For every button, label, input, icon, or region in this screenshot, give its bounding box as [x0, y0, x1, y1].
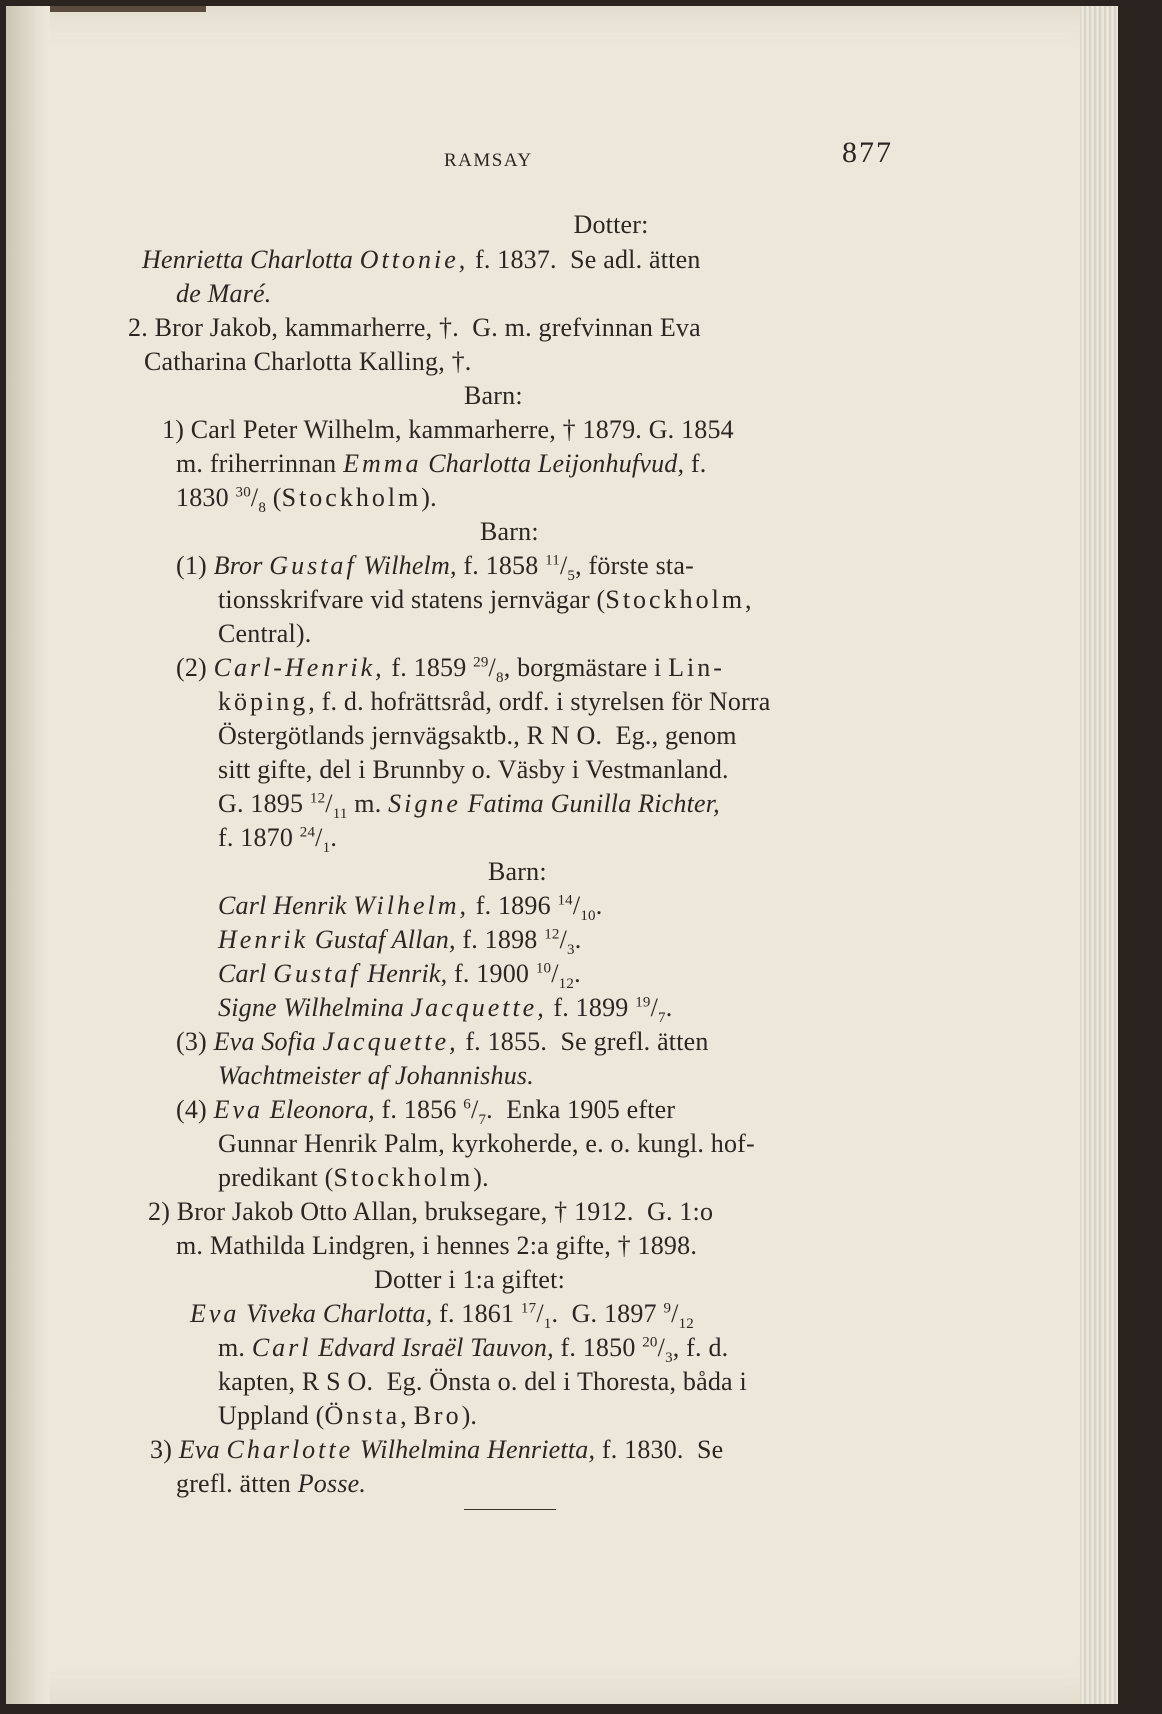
text-line: (4) Eva Eleonora, f. 1856 $^6/_7$. Enka 1905 efter	[176, 1095, 676, 1129]
text-line: tionsskrifvare vid statens jernvägar (Stockholm,	[218, 585, 752, 614]
text-line: Eva Viveka Charlotta, f. 1861 $^{17}/_1$. G. 1897 $^9/_{12}$	[190, 1299, 694, 1333]
text-line: 1830 $^{30}/_8$ (Stockholm).	[176, 483, 437, 517]
text-line: Central).	[218, 619, 312, 648]
page-number: 877	[842, 136, 893, 169]
text-line: m. friherrinnan Emma Charlotta Leijonhufvud, f.	[176, 449, 707, 478]
text-line: Dotter:	[573, 210, 649, 239]
text-line: Barn:	[488, 857, 547, 886]
text-line: (2) Carl-Henrik, f. 1859 $^{29}/_8$, borgmästare i Lin-	[176, 653, 725, 687]
text-line: Catharina Charlotta Kalling, †.	[144, 347, 472, 376]
text-line: Wachtmeister af Johannishus.	[218, 1061, 534, 1090]
text-line: 2. Bror Jakob, kammarherre, †. G. m. grefvinnan Eva	[128, 313, 701, 342]
text-line: Uppland (Önsta, Bro).	[218, 1401, 478, 1430]
text-line: (1) Bror Gustaf Wilhelm, f. 1858 $^{11}/_5$, förste sta-	[176, 551, 694, 585]
text-line: Henrik Gustaf Allan, f. 1898 $^{12}/_3$.	[218, 925, 582, 959]
text-line: de Maré.	[176, 279, 272, 308]
text-line: köping, f. d. hofrättsråd, ordf. i styrelsen för Norra	[218, 687, 771, 716]
text-line: sitt gifte, del i Brunnby o. Väsby i Vestmanland.	[218, 755, 729, 784]
text-line: Carl Henrik Wilhelm, f. 1896 $^{14}/_{10}$.	[218, 891, 603, 925]
text-line: 2) Bror Jakob Otto Allan, bruksegare, † 1912. G. 1:o	[148, 1197, 714, 1226]
running-header: RAMSAY	[444, 150, 533, 171]
text-line: predikant (Stockholm).	[218, 1163, 489, 1192]
text-line: G. 1895 $^{12}/_{11}$ m. Signe Fatima Gunilla Richter,	[218, 789, 720, 823]
text-line: Carl Gustaf Henrik, f. 1900 $^{10}/_{12}$.	[218, 959, 581, 993]
text-line: Östergötlands jernvägsaktb., R N O. Eg., genom	[218, 721, 737, 750]
page-fore-edge	[1080, 6, 1118, 1704]
text-line: 1) Carl Peter Wilhelm, kammarherre, † 1879. G. 1854	[162, 415, 734, 444]
text-line: m. Carl Edvard Israël Tauvon, f. 1850 $^{20}/_3$, f. d.	[218, 1333, 729, 1367]
text-line: Dotter i 1:a giftet:	[374, 1265, 566, 1294]
page-gutter	[6, 6, 50, 1704]
text-line: Barn:	[480, 517, 539, 546]
text-line: 3) Eva Charlotte Wilhelmina Henrietta, f. 1830. Se	[150, 1435, 724, 1464]
text-line: Henrietta Charlotta Ottonie, f. 1837. Se adl. ätten	[142, 245, 701, 274]
text-line: f. 1870 $^{24}/_1$.	[218, 823, 338, 857]
section-divider	[464, 1509, 556, 1510]
text-line: kapten, R S O. Eg. Önsta o. del i Thoresta, båda i	[218, 1367, 747, 1396]
text-line: (3) Eva Sofia Jacquette, f. 1855. Se grefl. ätten	[176, 1027, 709, 1056]
text-line: Barn:	[464, 381, 523, 410]
text-line: m. Mathilda Lindgren, i hennes 2:a gifte, † 1898.	[176, 1231, 698, 1260]
text-line: grefl. ätten Posse.	[176, 1469, 367, 1498]
text-line: Signe Wilhelmina Jacquette, f. 1899 $^{19}/_7$.	[218, 993, 673, 1027]
text-line: Gunnar Henrik Palm, kyrkoherde, e. o. kungl. hof-	[218, 1129, 755, 1158]
